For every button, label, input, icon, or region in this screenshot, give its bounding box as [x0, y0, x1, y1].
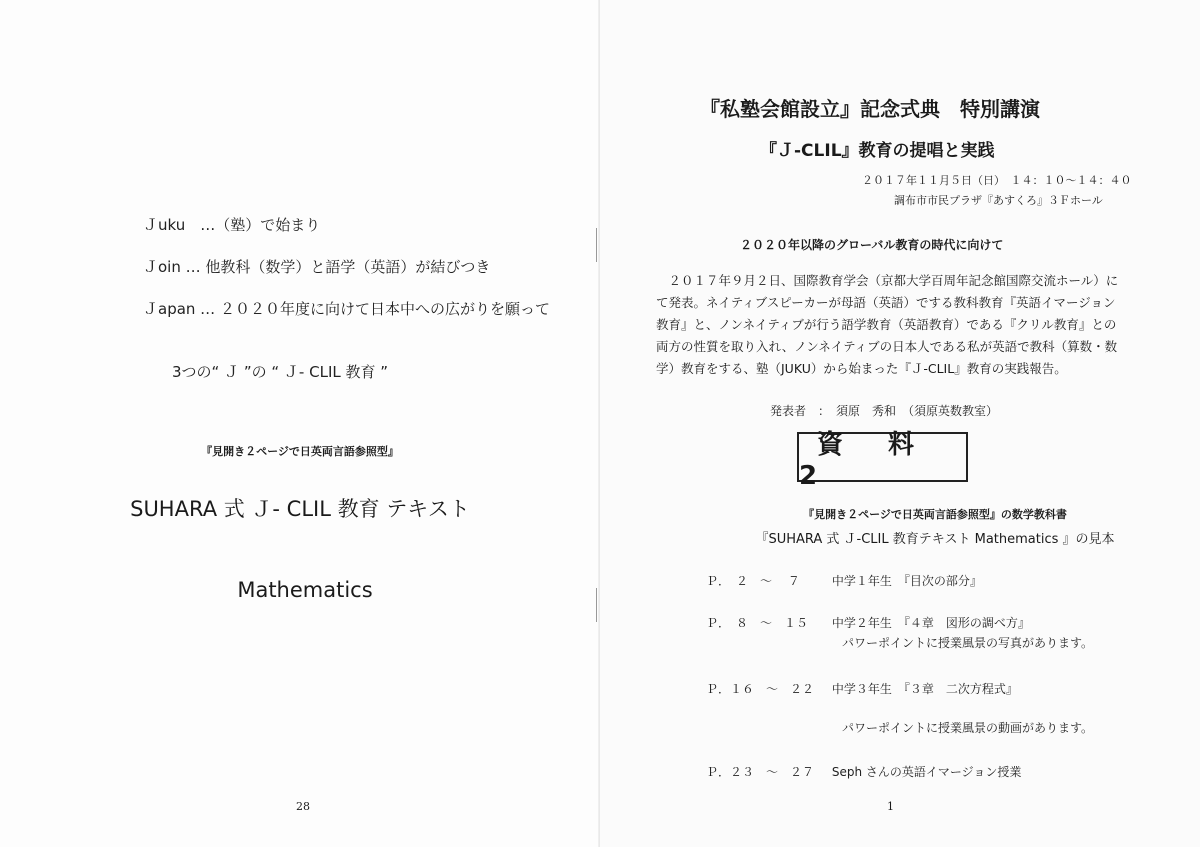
entry-row [706, 680, 1018, 697]
lecture-date: ２０１７年１１月５日（日） １４：１０～１４：４０ [862, 174, 1132, 187]
sample-heading-2 [600, 528, 1200, 547]
entry-row [706, 572, 982, 589]
left-subtitle [0, 443, 600, 459]
entry-range: Ｐ．１６ ～ ２２ [706, 682, 815, 696]
body-line: 教育』と、ノンネイティブが行う語学教育（英語教育）である『クリル教育』との [656, 317, 1117, 332]
three-j-caption: 3つの“ Ｊ ”の “ Ｊ- CLIL 教育 ” [172, 363, 389, 381]
shiryo-box [797, 429, 968, 491]
entry-note: パワーポイントに授業風景の動画があります。 [842, 721, 1094, 735]
entry-note: パワーポイントに授業風景の写真があります。 [842, 636, 1094, 650]
lecture-title: 『私塾会館設立』記念式典 特別講演 [700, 97, 1040, 121]
body-line: ２０１７年９月２日、国際教育学会（京都大学百周年記念館国際交流ホール）に [656, 273, 1119, 288]
body-line: 両方の性質を取り入れ、ノンネイティブの日本人である私が英語で教科（算数・数 [656, 339, 1118, 354]
body-paragraph [656, 270, 1118, 380]
body-line: て発表。ネイティブスピーカーが母語（英語）でする教科教育『英語イマージョン [656, 295, 1116, 310]
left-subtitle-text: 『見開き２ページで日英両言語参照型』 [201, 445, 399, 458]
entry-label: Seph さんの英語イマージョン授業 [831, 765, 1022, 779]
lecture-venue: 調布市市民プラザ『あすくろ』３Ｆホール [894, 194, 1103, 207]
entry-range: Ｐ．２３ ～ ２７ [706, 765, 815, 779]
subject-title-text: Mathematics [237, 578, 373, 602]
sample-heading-1 [600, 506, 1200, 522]
shiryo-label: 資 料 2 [799, 429, 933, 491]
entry-row [706, 763, 1021, 780]
entry-range: Ｐ． ８ ～ １５ [706, 616, 809, 630]
scan-mark-lower [596, 588, 597, 622]
sample-heading-2-text: 『SUHARA 式 Ｊ-CLIL 教育テキスト Mathematics 』の見本 [755, 532, 1115, 547]
j-item-juku: Ｊuku …（塾）で始まり [143, 216, 321, 234]
main-title-text: SUHARA 式 Ｊ- CLIL 教育 テキスト [130, 497, 470, 521]
sample-heading-1-text: 『見開き２ページで日英両言語参照型』の数学教科書 [803, 508, 1067, 521]
scan-mark-upper [596, 228, 597, 262]
entry-label: 中学１年生 『目次の部分』 [831, 574, 982, 588]
entry-row [706, 614, 1030, 631]
left-page-number: 28 [296, 800, 310, 813]
body-line: 学）教育をする、塾（JUKU）から始まった『Ｊ-CLIL』教育の実践報告。 [656, 361, 1067, 376]
entry-label: 中学２年生 『４章 図形の調べ方』 [831, 616, 1030, 630]
j-item-japan: Ｊapan … ２０２０年度に向けて日本中への広がりを願って [143, 300, 550, 318]
subject-title [0, 578, 610, 602]
lecture-subtitle: 『Ｊ-CLIL』教育の提唱と実践 [760, 141, 995, 161]
entry-label: 中学３年生 『３章 二次方程式』 [831, 682, 1018, 696]
main-title [0, 493, 600, 523]
section-heading: ２０２０年以降のグローバル教育の時代に向けて [740, 238, 1004, 252]
j-item-join: Ｊoin … 他教科（数学）と語学（英語）が結びつき [143, 258, 491, 276]
presenter-line: 発表者 ： 須原 秀和 （須原英数教室） [770, 404, 999, 418]
entry-range: Ｐ． ２ ～ ７ [706, 574, 800, 588]
right-page-number: 1 [887, 800, 894, 813]
